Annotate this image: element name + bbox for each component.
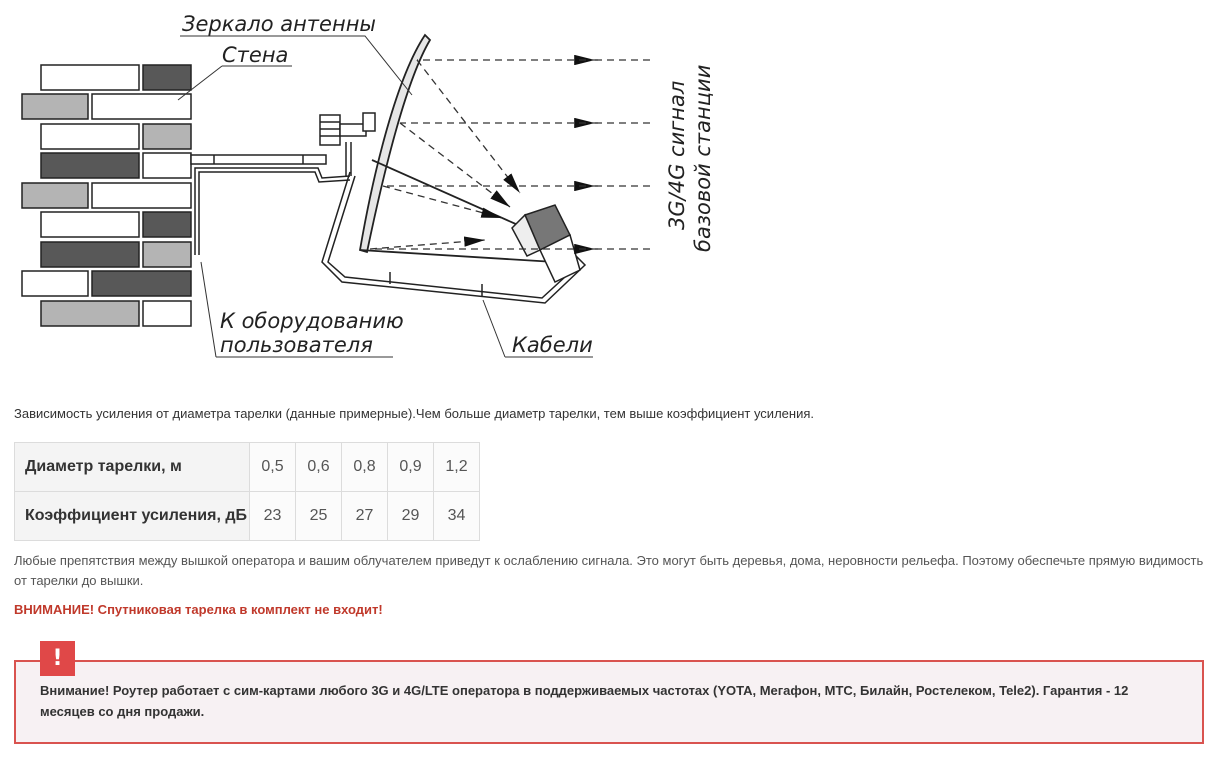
label-signal-line2: базовой станции — [691, 64, 715, 252]
table-cell: 0,5 — [250, 443, 296, 492]
table-cell: 34 — [434, 492, 480, 541]
label-cables: Кабели — [512, 333, 593, 357]
row-header-gain: Коэффициент усиления, дБ — [15, 492, 250, 541]
gain-table — [14, 442, 480, 541]
label-mirror: Зеркало антенны — [182, 12, 377, 36]
table-row — [15, 492, 480, 541]
table-cell: 0,9 — [388, 443, 434, 492]
table-cell: 25 — [296, 492, 342, 541]
brick-wall — [22, 65, 191, 326]
table-row — [15, 443, 480, 492]
mount-bracket — [191, 113, 375, 255]
feed-horn — [512, 205, 580, 282]
table-cell: 23 — [250, 492, 296, 541]
dish-not-included-warning: ВНИМАНИЕ! Спутниковая тарелка в комплект не входит! — [14, 602, 383, 617]
antenna-installation-diagram — [0, 0, 760, 370]
label-user-line2: пользователя — [220, 333, 373, 357]
table-cell: 1,2 — [434, 443, 480, 492]
exclamation-icon: ! — [40, 641, 75, 676]
label-signal-line1: 3G/4G сигнал — [665, 80, 689, 230]
row-header-diameter: Диаметр тарелки, м — [15, 443, 250, 492]
intro-text: Зависимость усиления от диаметра тарелки (данные примерные).Чем больше диаметр тарелки, тем выше коэффициент усиления. — [14, 406, 814, 421]
table-cell: 29 — [388, 492, 434, 541]
label-wall: Стена — [222, 43, 289, 67]
label-user-line1: К оборудованию — [220, 309, 404, 333]
alert-text: Внимание! Роутер работает с сим-картами любого 3G и 4G/LTE оператора в поддерживаемых частотах (YOTA, Мегафон, МТС, Билайн, Ростелеком, Tele2). Гарантия - 12 месяцев со дня продажи. — [40, 683, 1129, 719]
table-cell: 0,8 — [342, 443, 388, 492]
obstacle-note: Любые препятствия между вышкой оператора и вашим облучателем приведут к ослаблению сигнала. Это могут быть деревья, дома, неровности рельефа. Поэтому обеспечьте прямую видимость от тарелки до вышки. — [14, 553, 1204, 588]
table-cell: 0,6 — [296, 443, 342, 492]
table-cell: 27 — [342, 492, 388, 541]
